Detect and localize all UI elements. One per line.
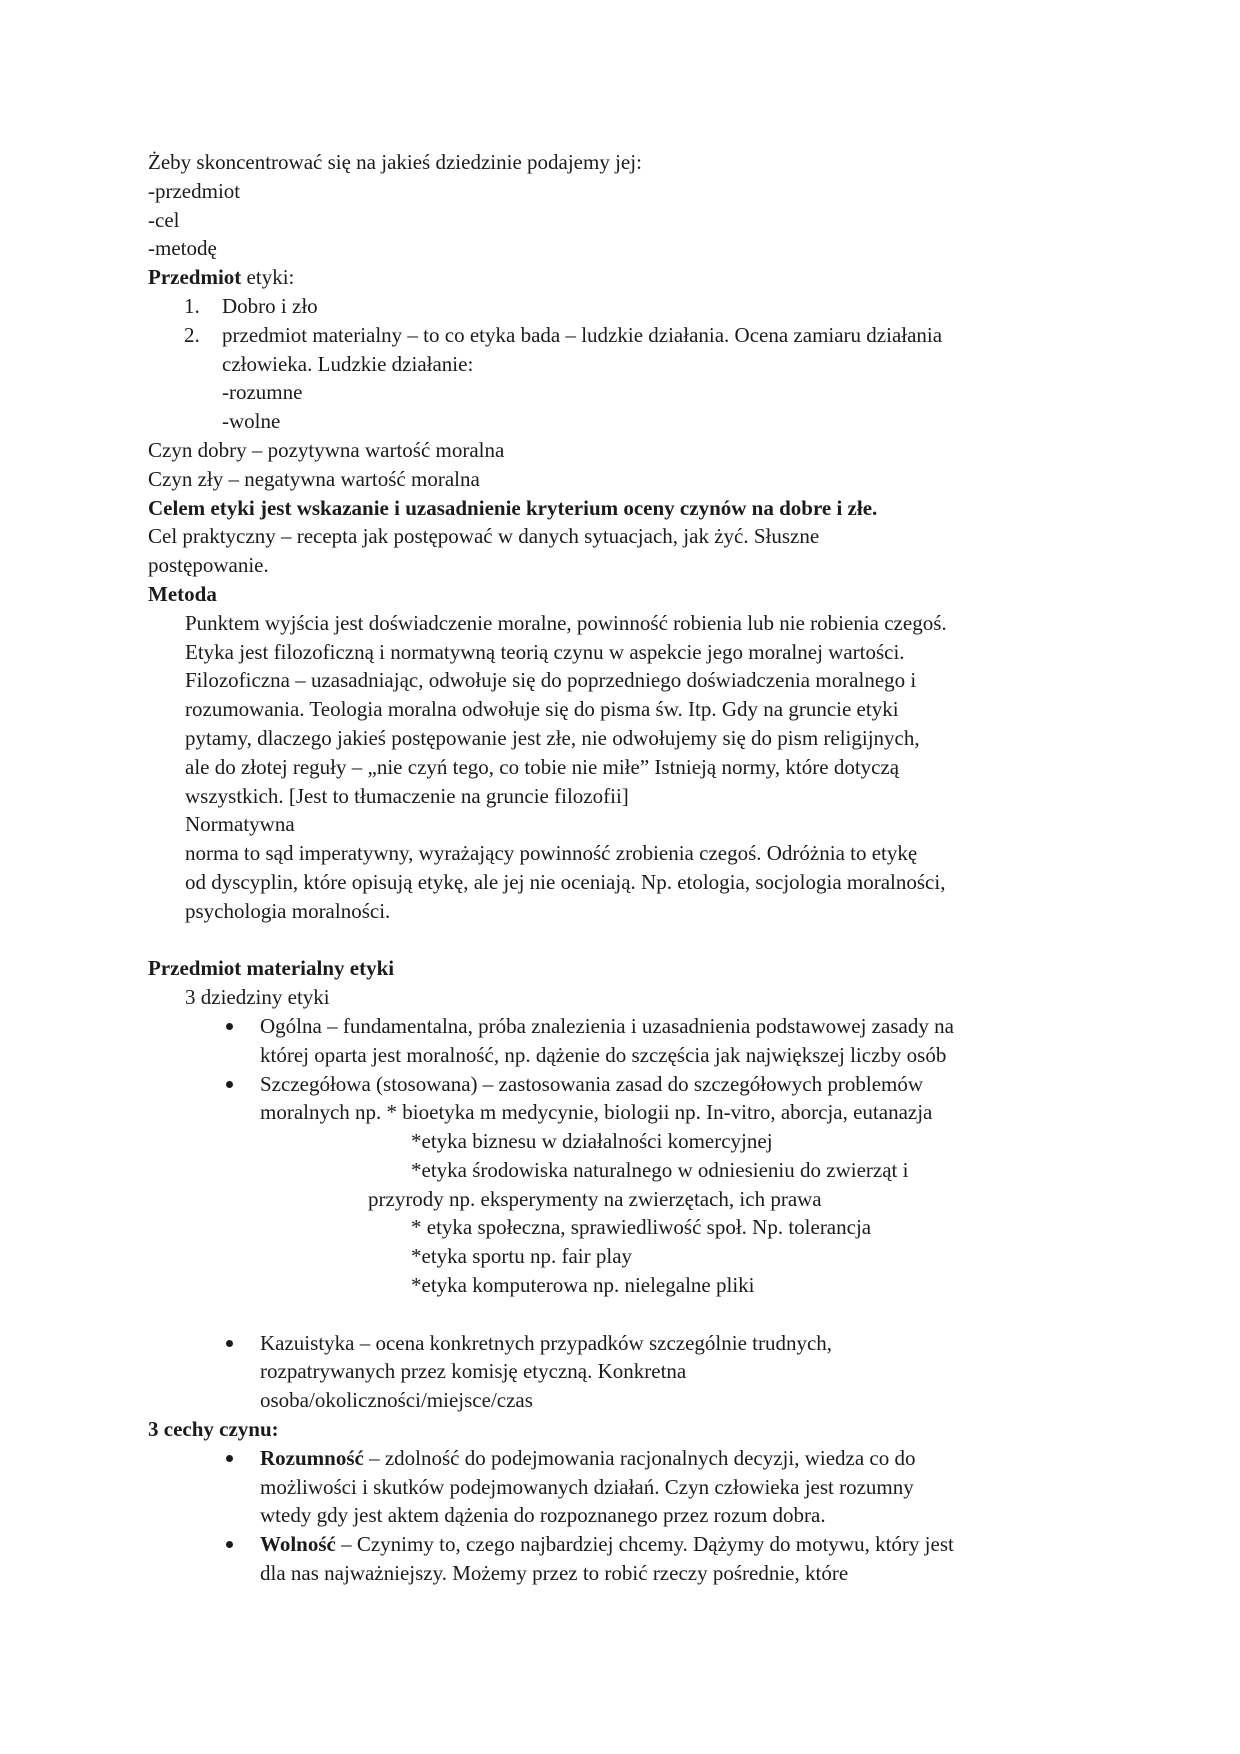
bullet-continuation: moralnych np. * bioetyka m medycynie, biologii np. In-vitro, aborcja, eutanazja: [260, 1100, 933, 1125]
sub-point: *etyka sportu np. fair play: [411, 1244, 633, 1269]
bullet-icon: [226, 1081, 233, 1088]
bullet-text: – zdolność do podejmowania racjonalnych decyzji, wiedza co do: [363, 1445, 916, 1470]
bullet-item: [148, 1012, 1098, 1041]
sub-point: *etyka środowiska naturalnego w odniesieniu do zwierząt i: [411, 1157, 909, 1182]
bullet-continuation: wtedy gdy jest aktem dążenia do rozpoznanego przez rozum dobra.: [260, 1503, 826, 1528]
paragraph-line: 3 dziedziny etyki: [185, 985, 330, 1010]
section-heading-cechy: 3 cechy czynu:: [148, 1417, 279, 1442]
item-number: 2.: [184, 322, 200, 347]
numbered-item: [148, 321, 1098, 350]
paragraph-line: wszystkich. [Jest to tłumaczenie na gruncie filozofii]: [185, 783, 629, 808]
document-body: [148, 148, 1098, 1588]
bullet-icon: [226, 1023, 233, 1030]
bullet-continuation: rozpatrywanych przez komisję etyczną. Konkretna: [260, 1359, 687, 1384]
item-subpoint: -rozumne: [222, 380, 303, 405]
section-heading-metoda: Metoda: [148, 581, 217, 606]
sub-point: *etyka komputerowa np. nielegalne pliki: [411, 1273, 755, 1298]
bullet-continuation: osoba/okoliczności/miejsce/czas: [260, 1388, 533, 1413]
bullet-text: – Czynimy to, czego najbardziej chcemy. Dążymy do motywu, który jest: [335, 1532, 954, 1557]
bullet-item: [148, 1444, 1098, 1473]
intro-line: Żeby skoncentrować się na jakieś dziedzinie podajemy jej:: [148, 150, 642, 174]
item-number: 1.: [184, 293, 200, 318]
sub-point: *etyka biznesu w działalności komercyjnej: [411, 1129, 773, 1154]
sub-point: * etyka społeczna, sprawiedliwość społ. Np. tolerancja: [411, 1215, 872, 1240]
bullet-text: Kazuistyka – ocena konkretnych przypadków szczególnie trudnych,: [260, 1330, 833, 1355]
bold-statement: Celem etyki jest wskazanie i uzasadnienie kryterium oceny czynów na dobre i złe.: [148, 495, 878, 520]
bullet-text: Ogólna – fundamentalna, próba znalezienia i uzasadnienia podstawowej zasady na: [260, 1013, 954, 1038]
heading-bold: Przedmiot: [148, 265, 242, 290]
numbered-item: [148, 292, 1098, 321]
bullet-item: [148, 1070, 1098, 1099]
paragraph-line: rozumowania. Teologia moralna odwołuje się do pisma św. Itp. Gdy na gruncie etyki: [185, 697, 899, 722]
item-text: przedmiot materialny – to co etyka bada – ludzkie działania. Ocena zamiaru działania: [222, 322, 943, 347]
heading-rest: etyki:: [241, 265, 295, 290]
bullet-term: Wolność: [260, 1532, 336, 1557]
bullet-text: Szczegółowa (stosowana) – zastosowania zasad do szczegółowych problemów: [260, 1071, 924, 1096]
bullet-item: [148, 1329, 1098, 1358]
bullet-item: [148, 1530, 1098, 1559]
blank-line: [148, 926, 1098, 955]
section-heading-przedmiot: [148, 263, 1098, 292]
item-text: Dobro i zło: [222, 293, 318, 318]
paragraph-line: od dyscyplin, które opisują etykę, ale jej nie oceniają. Np. etologia, socjologia moralności,: [185, 869, 946, 894]
paragraph-line: postępowanie.: [148, 553, 269, 578]
bullet-continuation: której oparta jest moralność, np. dążenie do szczęścia jak największej liczby osób: [260, 1042, 947, 1067]
bullet-continuation: możliwości i skutków podejmowanych działań. Czyn człowieka jest rozumny: [260, 1474, 914, 1499]
item-subpoint: -wolne: [222, 409, 281, 434]
bullet-term: Rozumność: [260, 1445, 364, 1470]
intro-item: -przedmiot: [148, 178, 241, 203]
intro-item: -metodę: [148, 236, 217, 261]
paragraph-line: Normatywna: [185, 812, 295, 837]
bullet-icon: [226, 1340, 233, 1347]
intro-item: -cel: [148, 207, 180, 232]
paragraph-line: Czyn dobry – pozytywna wartość moralna: [148, 437, 505, 462]
bullet-icon: [226, 1541, 233, 1548]
paragraph-line: Etyka jest filozoficzną i normatywną teorią czynu w aspekcie jego moralnej wartości.: [185, 639, 905, 664]
paragraph-line: ale do złotej reguły – „nie czyń tego, co tobie nie miłe” Istnieją normy, które dotyczą: [185, 754, 900, 779]
paragraph-line: Punktem wyjścia jest doświadczenie moralne, powinność robienia lub nie robienia czegoś.: [185, 610, 947, 635]
bullet-continuation: dla nas najważniejszy. Możemy przez to robić rzeczy pośrednie, które: [260, 1561, 849, 1586]
section-heading-materialny: Przedmiot materialny etyki: [148, 956, 395, 981]
bullet-icon: [226, 1455, 233, 1462]
paragraph-line: Czyn zły – negatywna wartość moralna: [148, 466, 480, 491]
paragraph-line: norma to sąd imperatywny, wyrażający powinność zrobienia czegoś. Odróżnia to etykę: [185, 841, 918, 866]
sub-point-continuation: przyrody np. eksperymenty na zwierzętach, ich prawa: [368, 1186, 822, 1211]
paragraph-line: psychologia moralności.: [185, 898, 391, 923]
blank-line: [148, 1300, 1098, 1329]
paragraph-line: Cel praktyczny – recepta jak postępować w danych sytuacjach, jak żyć. Słuszne: [148, 524, 820, 549]
paragraph-line: pytamy, dlaczego jakieś postępowanie jest złe, nie odwołujemy się do pism religijnych,: [185, 725, 920, 750]
item-continuation: człowieka. Ludzkie działanie:: [222, 351, 474, 376]
paragraph-line: Filozoficzna – uzasadniając, odwołuje się do poprzedniego doświadczenia moralnego i: [185, 668, 917, 693]
